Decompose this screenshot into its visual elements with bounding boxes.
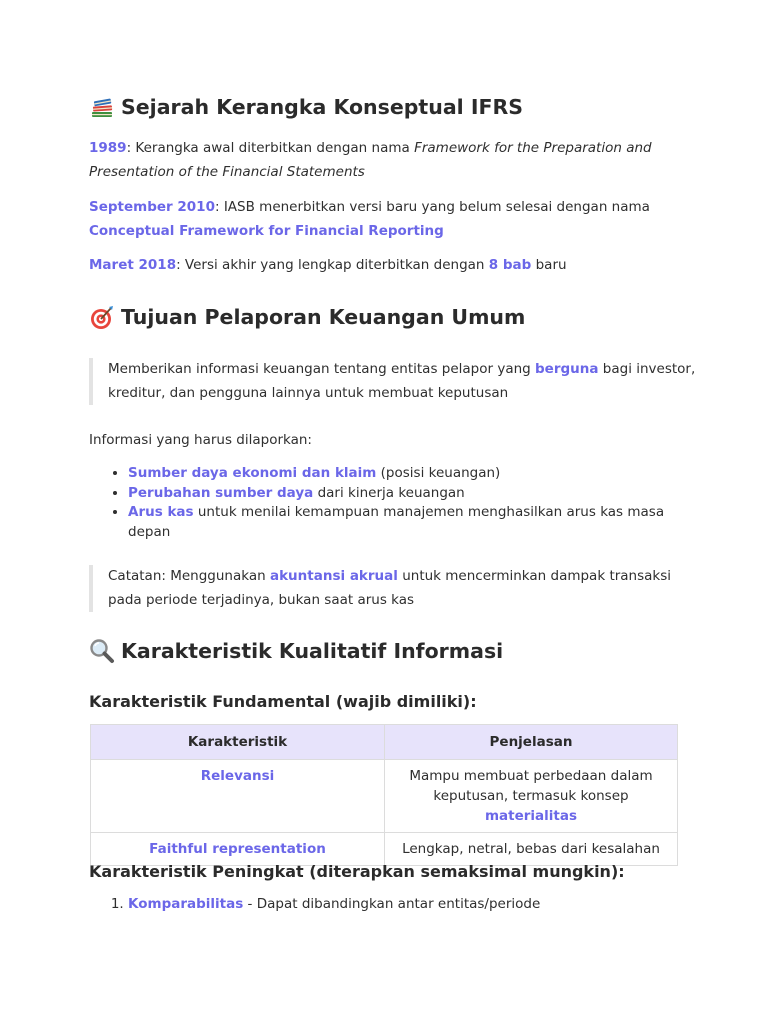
history-p2-highlight: Conceptual Framework for Financial Reporting (89, 222, 444, 239)
item-rest: dari kinerja keuangan (313, 484, 465, 501)
item-rest: (posisi keuangan) (376, 465, 501, 481)
note-before: Catatan: Menggunakan (108, 568, 270, 584)
heading-history (89, 94, 523, 120)
heading-objective (89, 304, 525, 330)
year-2018: Maret 2018 (89, 257, 177, 273)
enhancing-list (108, 894, 688, 914)
list-item (128, 894, 688, 914)
item-highlight: Sumber daya ekonomi dan klaim (128, 465, 377, 481)
item-highlight: Perubahan sumber daya (128, 484, 314, 501)
history-p3-highlight: 8 bab (488, 257, 532, 273)
table-row (91, 760, 678, 833)
objective-intro: Informasi yang harus dilaporkan: (89, 432, 312, 448)
objective-quote (89, 358, 698, 405)
table-header-row (91, 725, 678, 760)
table-header-penjelasan: Penjelasan (385, 725, 678, 760)
history-p3-text: : Versi akhir yang lengkap diterbitkan dengan (176, 257, 489, 273)
item-highlight: Komparabilitas (128, 896, 244, 912)
materialitas-highlight: materialitas (484, 808, 578, 824)
table-row (91, 833, 678, 866)
heading-history-text: Sejarah Kerangka Konseptual IFRS (121, 95, 524, 119)
list-item (128, 464, 688, 484)
item-highlight: Arus kas (128, 504, 194, 520)
faithful-desc: Lengkap, netral, bebas dari kesalahan (402, 841, 660, 857)
table-cell-name (91, 833, 385, 866)
heading-qualitative (89, 638, 503, 664)
heading-objective-text: Tujuan Pelaporan Keuangan Umum (121, 305, 526, 329)
note-after: untuk mencerminkan dampak transaksi pada periode terjadinya, bukan saat arus kas (108, 568, 672, 608)
history-p1-italic: Framework for the Preparation and Presentation of the Financial Statements (89, 140, 652, 180)
history-paragraph-2010 (89, 196, 679, 243)
relevansi-desc: Mampu membuat perbedaan dalam keputusan, termasuk konsep (409, 768, 653, 804)
relevansi-label: Relevansi (200, 768, 275, 784)
heading-qualitative-text: Karakteristik Kualitatif Informasi (121, 639, 504, 663)
books-icon (89, 94, 115, 120)
objective-quote-after: bagi investor, kreditur, dan pengguna lainnya untuk membuat keputusan (108, 361, 696, 401)
list-item (128, 503, 688, 542)
table-cell-name (91, 760, 385, 833)
enhancing-heading: Karakteristik Peningkat (diterapkan semaksimal mungkin): (89, 862, 625, 881)
table-cell-desc (385, 760, 678, 833)
history-p2-text: : IASB menerbitkan versi baru yang belum selesai dengan nama (214, 199, 650, 215)
history-paragraph-1989 (89, 137, 679, 184)
faithful-label: Faithful representation (149, 841, 326, 857)
note-highlight: akuntansi akrual (269, 568, 398, 584)
item-rest: - Dapat dibandingkan antar entitas/periode (243, 896, 541, 912)
table-header-karakteristik: Karakteristik (91, 725, 385, 760)
history-p3-tail: baru (531, 257, 567, 273)
year-2010: September 2010 (89, 199, 215, 215)
magnifier-icon (89, 638, 115, 664)
history-p1-text: : Kerangka awal diterbitkan dengan nama (126, 140, 415, 156)
target-icon (89, 304, 115, 330)
item-rest: untuk menilai kemampuan manajemen menghasilkan arus kas masa depan (128, 504, 665, 540)
objective-list (108, 464, 688, 542)
history-paragraph-2018 (89, 254, 679, 278)
list-item (128, 484, 688, 504)
fundamental-heading: Karakteristik Fundamental (wajib dimiliki): (89, 692, 477, 711)
year-1989: 1989 (89, 140, 127, 156)
table-cell-desc (385, 833, 678, 866)
accrual-note-quote (89, 565, 698, 612)
fundamental-table (90, 724, 678, 866)
objective-quote-highlight: berguna (535, 361, 599, 377)
objective-quote-before: Memberikan informasi keuangan tentang entitas pelapor yang (108, 361, 536, 377)
